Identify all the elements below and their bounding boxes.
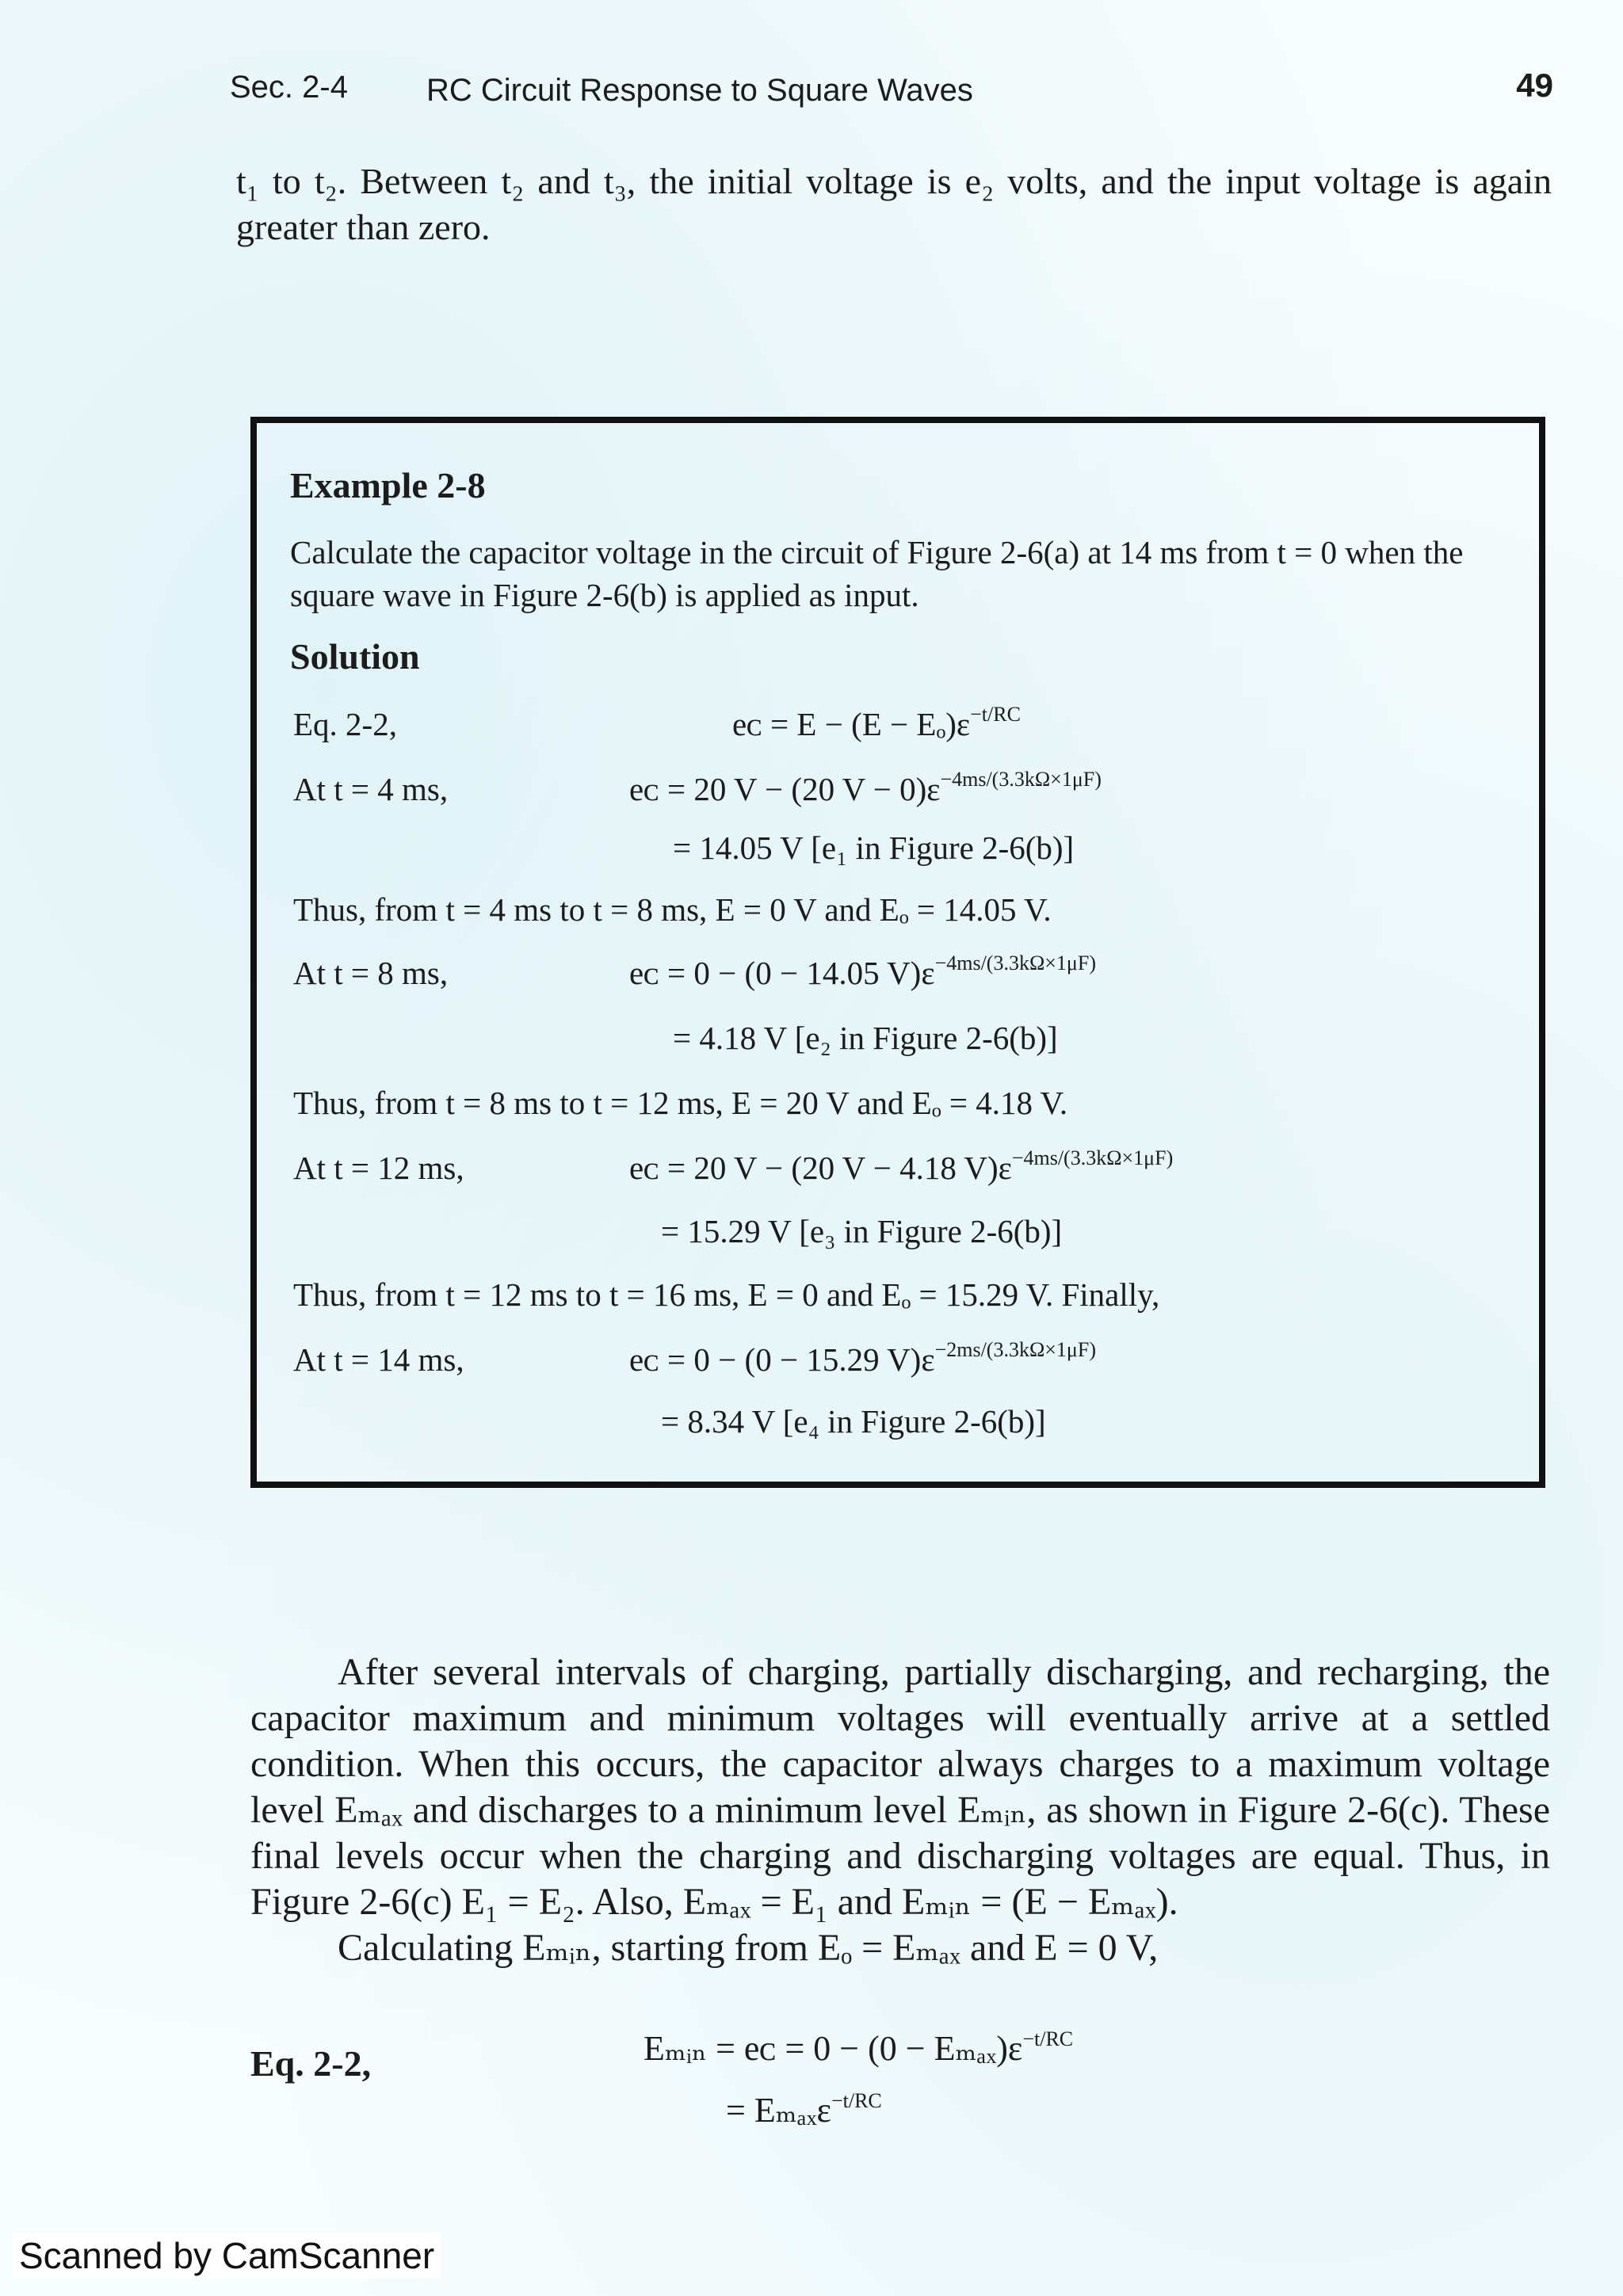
- intro-paragraph: [236, 158, 1552, 250]
- intro-text: t₁ to t₂. Between t₂ and t₃, the initial voltage is e₂ volts, and the input voltage is again greater than zero.: [236, 161, 1552, 247]
- body-paragraph: [250, 1650, 1550, 1971]
- page-header: [230, 67, 1553, 117]
- solution-text: Thus, from t = 12 ms to t = 16 ms, E = 0 and Eₒ = 15.29 V. Finally,: [293, 1276, 1160, 1313]
- paragraph-text: After several intervals of charging, partially discharging, and recharging, the capacitor maximum and minimum voltages will eventually arrive at a settled condition. When this occurs, the capacitor always charges to a maximum voltage level Eₘₐₓ and discharges to a minimum level Eₘᵢₙ, as shown in Figure 2-6(c). These final levels occur when the charging and discharging voltages are equal. Thus, in Figure 2-6(c) E₁ = E₂. Also, Eₘₐₓ = E₁ and Eₘᵢₙ = (E − Eₘₐₓ).: [250, 1651, 1550, 1923]
- solution-equation: eᴄ = $E - (E - E_o)\varepsilon^{-t/RC}$: [732, 703, 1021, 742]
- solution-step-label: At t = 14 ms,: [293, 1341, 464, 1378]
- solution-equation: eᴄ = 0 − (0 − 14.05 $V)\varepsilon^{-4ms/(3.3k\Omega\times 1\mu F)}$: [629, 952, 1096, 991]
- solution-text: Thus, from t = 4 ms to t = 8 ms, E = 0 V and Eₒ = 14.05 V.: [293, 891, 1052, 928]
- example-description: Calculate the capacitor voltage in the circuit of Figure 2-6(a) at 14 ms from t = 0 when the square wave in Figure 2-6(b) is applied as input.: [290, 534, 1464, 613]
- page-number: 49: [1516, 67, 1553, 104]
- example-title: Example 2-8: [290, 465, 486, 505]
- solution-step-label: At t = 4 ms,: [293, 771, 449, 807]
- solution-step-label: Eq. 2-2,: [293, 706, 397, 742]
- final-equation-line-2: = Eₘₐₓε$^{-t/RC}$: [726, 2089, 882, 2130]
- example-box: [250, 417, 1545, 1488]
- equation-reference: Eq. 2-2,: [250, 2043, 372, 2084]
- solution-step-label: At t = 12 ms,: [293, 1150, 464, 1186]
- paragraph-text: Calculating Eₘᵢₙ, starting from Eₒ = Eₘₐₓ and E = 0 V,: [338, 1927, 1159, 1969]
- solution-result: = 14.05 V [e₁ in Figure 2-6(b)]: [673, 830, 1075, 866]
- solution-result: = 8.34 V [e₄ in Figure 2-6(b)]: [661, 1403, 1046, 1440]
- final-equation-line-1: Eₘᵢₙ = eᴄ = $0 - (0 - E_{max})\varepsilon^{-t/RC}$: [643, 2027, 1074, 2068]
- solution-text: Thus, from t = 8 ms to t = 12 ms, E = 20 V and Eₒ = 4.18 V.: [293, 1085, 1068, 1121]
- section-number: Sec. 2-4: [230, 70, 348, 105]
- solution-result: = 15.29 V [e₃ in Figure 2-6(b)]: [661, 1213, 1063, 1249]
- solution-heading: Solution: [290, 636, 420, 677]
- scanner-watermark: Scanned by CamScanner: [13, 2233, 441, 2279]
- solution-equation: eᴄ = 20 V − (20 V − 4.18 $V)\varepsilon^{-4ms/(3.3k\Omega\times 1\mu F)}$: [629, 1146, 1174, 1186]
- solution-result: = 4.18 V [e₂ in Figure 2-6(b)]: [673, 1020, 1058, 1056]
- solution-step-label: At t = 8 ms,: [293, 955, 449, 991]
- solution-equation: eᴄ = 0 − (0 − 15.29 $V)\varepsilon^{-2ms/(3.3k\Omega\times 1\mu F)}$: [629, 1338, 1096, 1378]
- solution-equation: eᴄ = 20 V − (20 $V - 0)\varepsilon^{-4ms/(3.3k\Omega\times 1\mu F)}$: [629, 768, 1102, 807]
- running-title: RC Circuit Response to Square Waves: [426, 73, 973, 108]
